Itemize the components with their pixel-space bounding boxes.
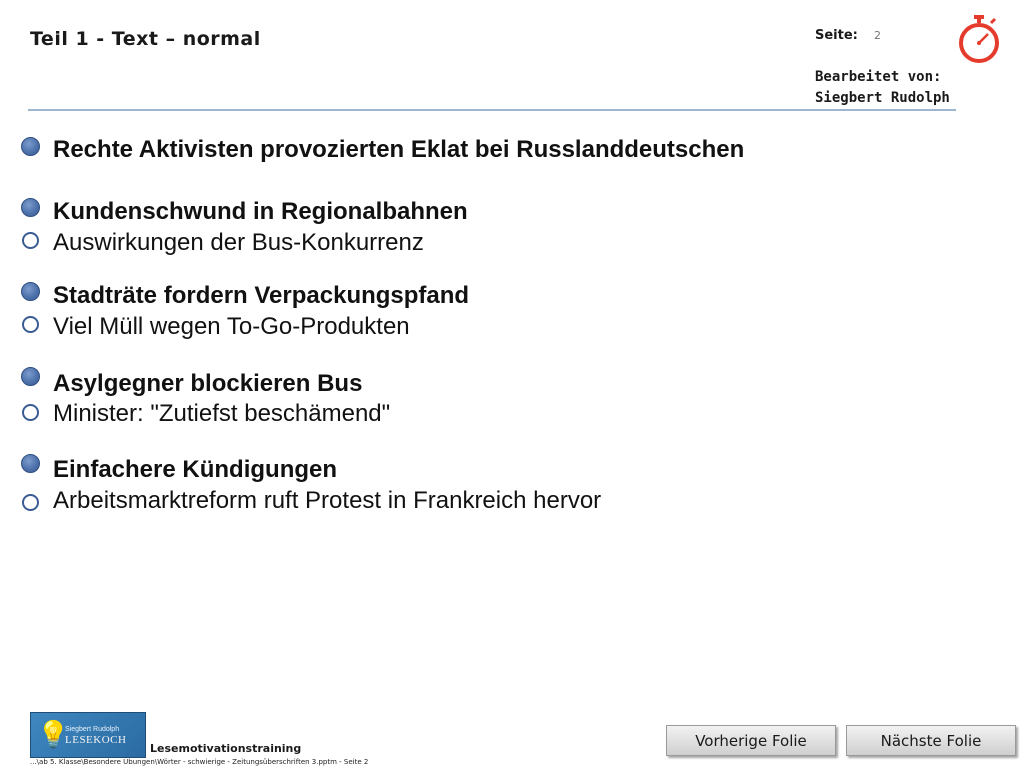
headline-4: Asylgegner blockieren Bus xyxy=(53,370,363,397)
filled-circle-bullet-icon xyxy=(21,367,40,386)
page-label: Seite: xyxy=(815,28,858,43)
subline-5: Arbeitsmarktreform ruft Protest in Frankreich hervor xyxy=(53,487,602,514)
previous-slide-button[interactable]: Vorherige Folie xyxy=(666,725,836,756)
page-number: 2 xyxy=(874,29,881,42)
author-name: Siegbert Rudolph xyxy=(815,90,950,106)
headline-3: Stadträte fordern Verpackungspfand xyxy=(53,282,470,309)
filled-circle-bullet-icon xyxy=(21,282,40,301)
subline-4: Minister: "Zutiefst beschämend" xyxy=(53,400,391,427)
hollow-circle-bullet-icon xyxy=(22,494,39,511)
program-name: Lesemotivationstraining xyxy=(150,742,302,755)
page-title: Teil 1 - Text – normal xyxy=(30,28,261,50)
headline-2: Kundenschwund in Regionalbahnen xyxy=(53,198,468,225)
logo-brand: LESEKOCH xyxy=(65,734,127,746)
stopwatch-icon[interactable] xyxy=(955,14,1003,64)
file-path: ...\ab 5. Klasse\Besondere Übungen\Wörter - schwierige - Zeitungsüberschriften 3.pptm - Seite 2 xyxy=(30,758,369,766)
header-divider xyxy=(28,109,956,111)
filled-circle-bullet-icon xyxy=(21,198,40,217)
logo-author: Siegbert Rudolph xyxy=(65,726,120,733)
filled-circle-bullet-icon xyxy=(21,454,40,473)
lightbulb-icon: 💡 xyxy=(37,719,70,749)
subline-3: Viel Müll wegen To-Go-Produkten xyxy=(53,313,410,340)
lesekoch-logo xyxy=(30,712,146,758)
headline-1: Rechte Aktivisten provozierten Eklat bei Russlanddeutschen xyxy=(53,136,745,163)
hollow-circle-bullet-icon xyxy=(22,232,39,249)
hollow-circle-bullet-icon xyxy=(22,316,39,333)
filled-circle-bullet-icon xyxy=(21,137,40,156)
subline-2: Auswirkungen der Bus-Konkurrenz xyxy=(53,229,424,256)
author-block xyxy=(815,67,950,109)
edited-by-label: Bearbeitet von: xyxy=(815,69,942,85)
hollow-circle-bullet-icon xyxy=(22,404,39,421)
next-slide-button[interactable]: Nächste Folie xyxy=(846,725,1016,756)
headline-5: Einfachere Kündigungen xyxy=(53,456,338,483)
